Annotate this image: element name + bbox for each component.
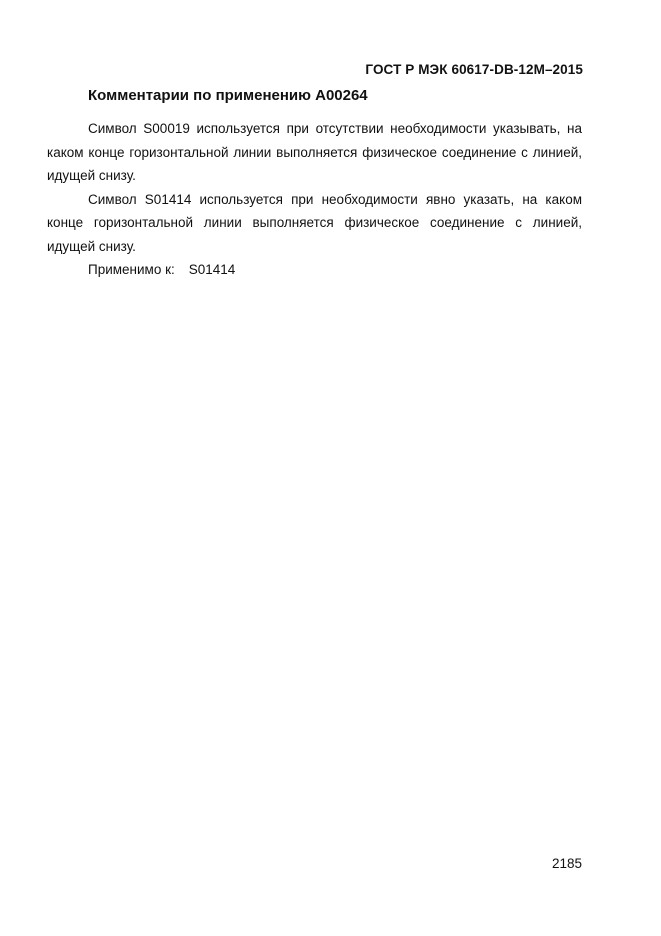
applies-to-label: Применимо к: bbox=[88, 262, 175, 277]
paragraph: Символ S00019 используется при отсутствии необходимости указывать, на каком конце горизонтальной линии выполняется физическое соединение с линией, идущей снизу. bbox=[47, 121, 582, 183]
paragraph: Символ S01414 используется при необходимости явно указать, на каком конце горизонтальной линии выполняется физическое соединение с линией, идущей снизу. bbox=[47, 191, 582, 254]
section-body bbox=[47, 117, 582, 282]
document-code-header: ГОСТ Р МЭК 60617-DB-12M–2015 bbox=[365, 62, 583, 77]
applies-to-line bbox=[47, 258, 582, 282]
page-number: 2185 bbox=[551, 856, 582, 871]
section-title: Комментарии по применению A00264 bbox=[88, 87, 368, 104]
applies-to-value: S01414 bbox=[188, 262, 236, 277]
